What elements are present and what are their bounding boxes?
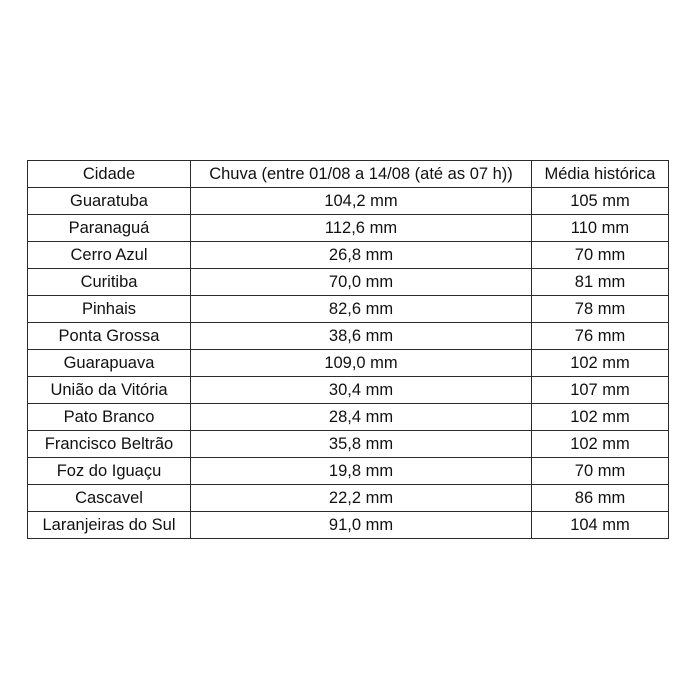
cell-chuva: 30,4 mm: [191, 377, 532, 404]
table-row: [28, 269, 669, 296]
header-cidade: Cidade: [28, 161, 191, 188]
table-header-row: [28, 161, 669, 188]
cell-media: 76 mm: [532, 323, 669, 350]
cell-chuva: 91,0 mm: [191, 512, 532, 539]
cell-media: 102 mm: [532, 404, 669, 431]
cell-media: 104 mm: [532, 512, 669, 539]
cell-media: 86 mm: [532, 485, 669, 512]
cell-chuva: 19,8 mm: [191, 458, 532, 485]
table-row: [28, 431, 669, 458]
cell-chuva: 82,6 mm: [191, 296, 532, 323]
table-row: [28, 404, 669, 431]
table-row: [28, 458, 669, 485]
cell-media: 78 mm: [532, 296, 669, 323]
cell-media: 105 mm: [532, 188, 669, 215]
cell-cidade: Cerro Azul: [28, 242, 191, 269]
header-chuva: Chuva (entre 01/08 a 14/08 (até as 07 h)): [191, 161, 532, 188]
cell-media: 102 mm: [532, 350, 669, 377]
cell-chuva: 70,0 mm: [191, 269, 532, 296]
cell-chuva: 104,2 mm: [191, 188, 532, 215]
table-row: [28, 296, 669, 323]
table-row: [28, 242, 669, 269]
table-row: [28, 188, 669, 215]
header-media-historica: Média histórica: [532, 161, 669, 188]
cell-cidade: Laranjeiras do Sul: [28, 512, 191, 539]
cell-chuva: 38,6 mm: [191, 323, 532, 350]
cell-cidade: Foz do Iguaçu: [28, 458, 191, 485]
cell-cidade: Pato Branco: [28, 404, 191, 431]
table-row: [28, 215, 669, 242]
cell-cidade: Francisco Beltrão: [28, 431, 191, 458]
cell-chuva: 112,6 mm: [191, 215, 532, 242]
cell-cidade: Curitiba: [28, 269, 191, 296]
cell-cidade: Guaratuba: [28, 188, 191, 215]
cell-cidade: Pinhais: [28, 296, 191, 323]
cell-chuva: 28,4 mm: [191, 404, 532, 431]
cell-media: 70 mm: [532, 242, 669, 269]
cell-media: 81 mm: [532, 269, 669, 296]
table-row: [28, 350, 669, 377]
cell-chuva: 26,8 mm: [191, 242, 532, 269]
cell-cidade: Paranaguá: [28, 215, 191, 242]
cell-media: 70 mm: [532, 458, 669, 485]
cell-cidade: Ponta Grossa: [28, 323, 191, 350]
cell-cidade: Cascavel: [28, 485, 191, 512]
table-row: [28, 512, 669, 539]
cell-chuva: 22,2 mm: [191, 485, 532, 512]
cell-media: 107 mm: [532, 377, 669, 404]
table-row: [28, 485, 669, 512]
cell-media: 102 mm: [532, 431, 669, 458]
cell-media: 110 mm: [532, 215, 669, 242]
table-row: [28, 377, 669, 404]
cell-cidade: Guarapuava: [28, 350, 191, 377]
table-row: [28, 323, 669, 350]
cell-cidade: União da Vitória: [28, 377, 191, 404]
cell-chuva: 109,0 mm: [191, 350, 532, 377]
rainfall-table: [27, 160, 669, 539]
cell-chuva: 35,8 mm: [191, 431, 532, 458]
